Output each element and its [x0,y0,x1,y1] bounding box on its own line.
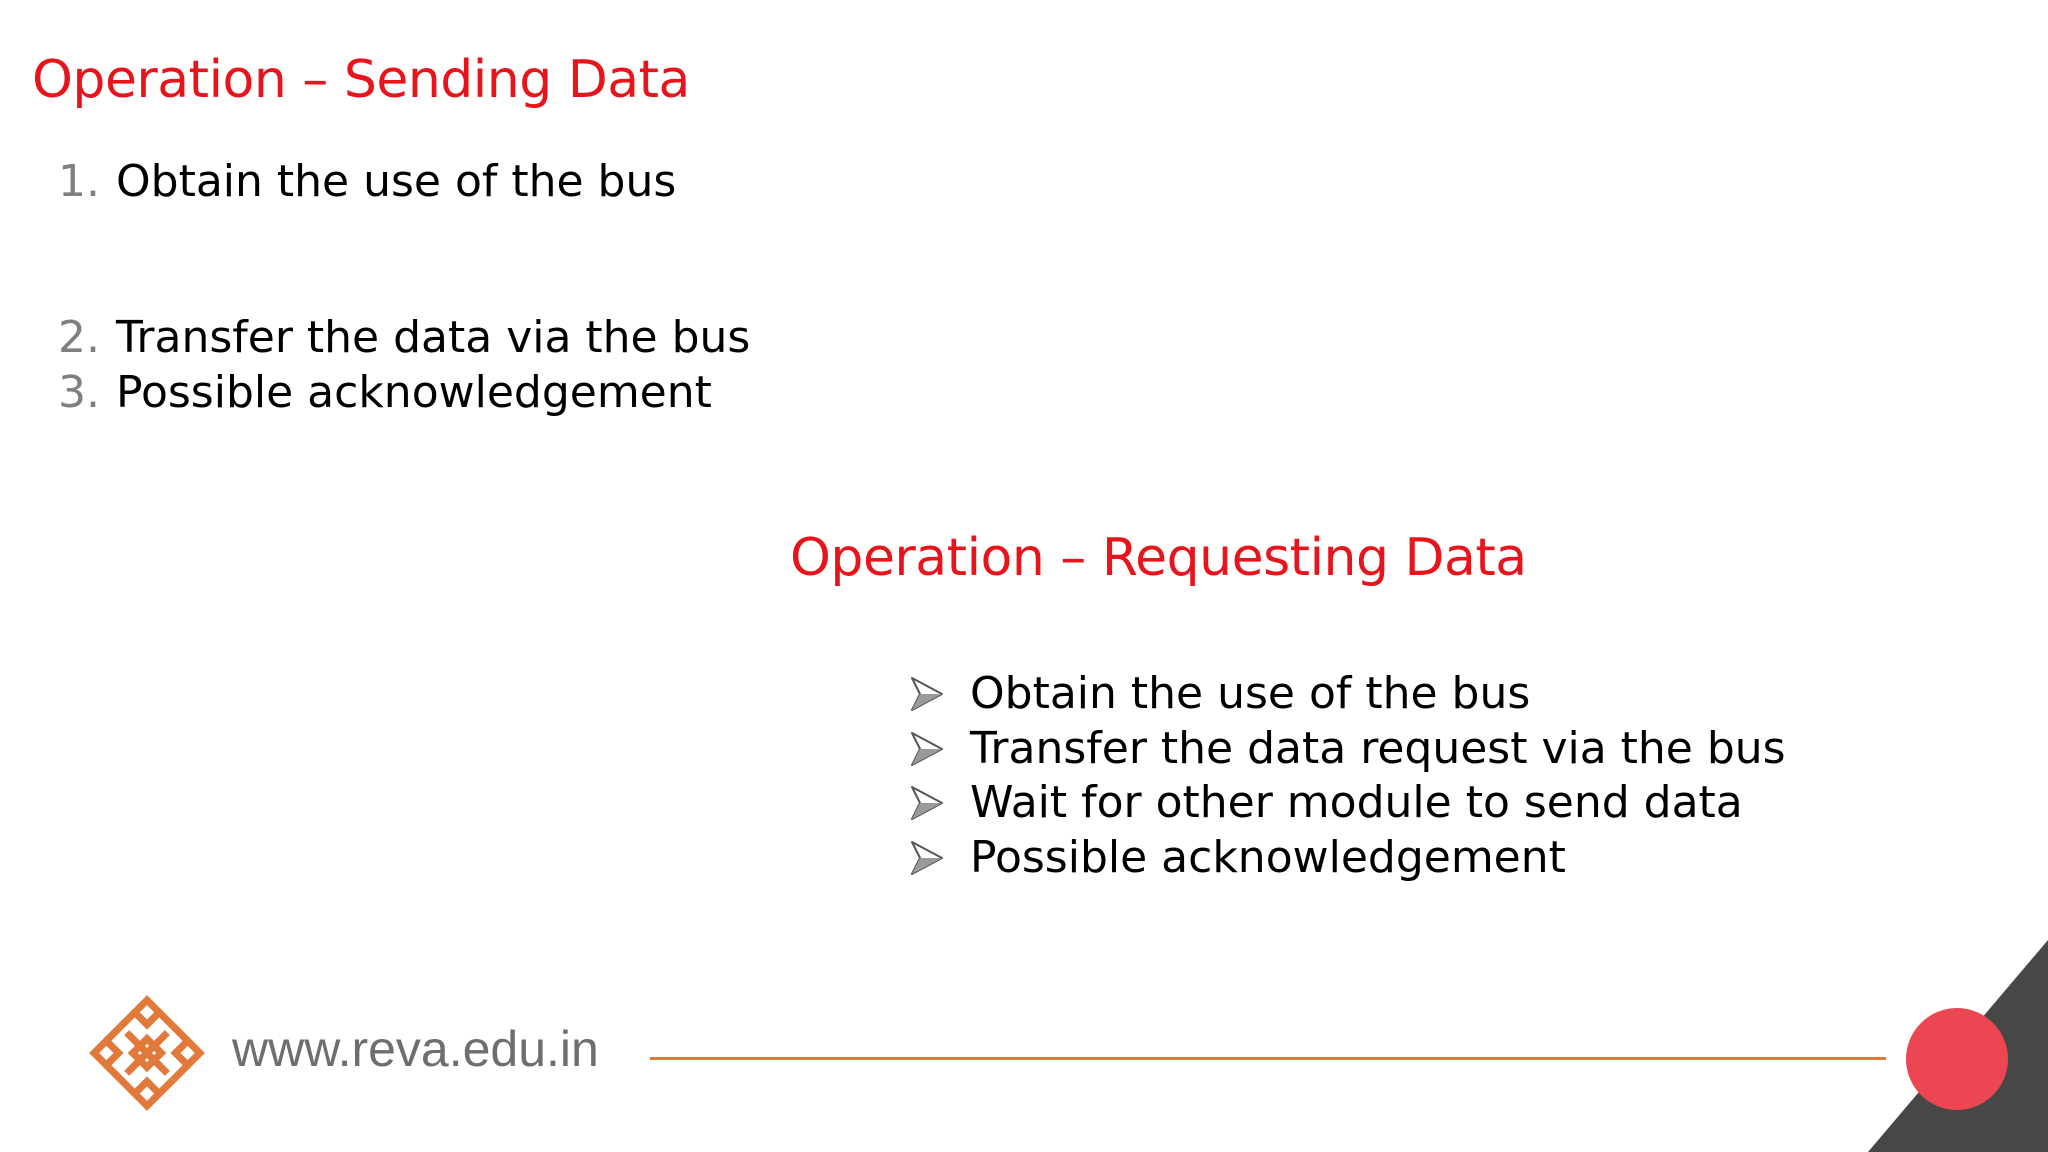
list-item [58,312,750,363]
list-item [908,723,1786,774]
list-item-text: Wait for other module to send data [970,777,1743,828]
list-number: 2. [58,312,100,363]
list-item-text: Obtain the use of the bus [970,668,1531,719]
list-item-text: Possible acknowledgement [116,367,712,418]
list-item [908,668,1530,719]
list-item-text: Possible acknowledgement [970,832,1566,883]
footer-divider [650,1057,1886,1060]
list-item-text: Transfer the data via the bus [116,312,751,363]
list-item [908,832,1566,883]
list-item [58,367,712,418]
reva-knot-logo-icon [86,992,208,1114]
list-item-text: Transfer the data request via the bus [970,723,1786,774]
arrowhead-bullet-icon [908,838,970,878]
arrowhead-bullet-icon [908,783,970,823]
requesting-data-heading: Operation – Requesting Data [790,528,1527,588]
list-number: 1. [58,156,100,207]
arrowhead-bullet-icon [908,674,970,714]
corner-circle-decoration [1906,1008,2008,1110]
footer-url: www.reva.edu.in [232,1021,599,1077]
list-number: 3. [58,367,100,418]
arrowhead-bullet-icon [908,729,970,769]
sending-data-heading: Operation – Sending Data [32,50,690,110]
list-item [908,777,1743,828]
list-item [58,156,676,207]
list-item-text: Obtain the use of the bus [116,156,677,207]
